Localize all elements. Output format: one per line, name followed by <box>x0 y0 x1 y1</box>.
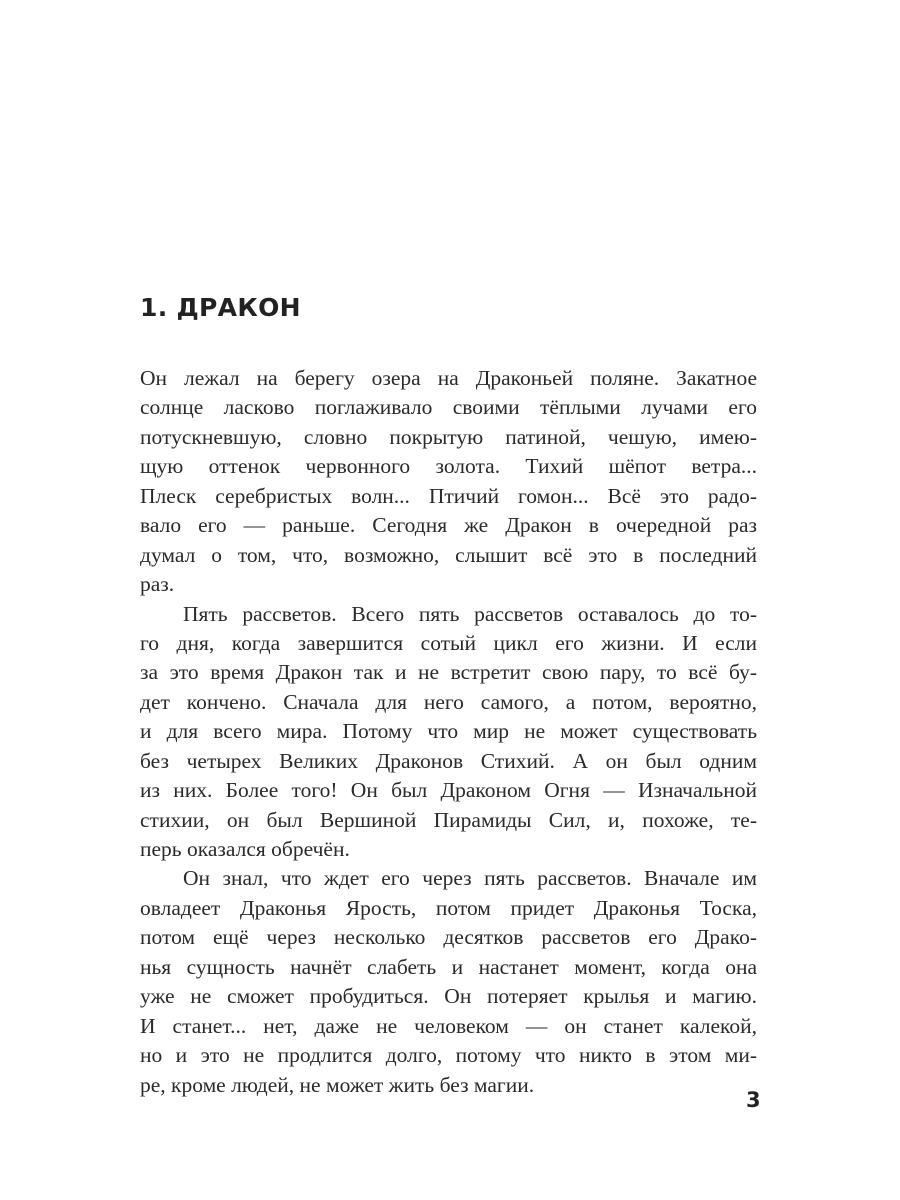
page-number: 3 <box>746 1088 761 1112</box>
text-line: но и это не продлится долго, потому что никто в этом ми- <box>140 1043 757 1068</box>
paragraph <box>140 364 757 600</box>
paragraph <box>140 864 757 1100</box>
text-line: потом ещё через несколько десятков рассветов его Драко- <box>140 925 757 950</box>
text-line: думал о том, что, возможно, слышит всё это в последний <box>140 542 757 567</box>
text-line: перь оказался обречён. <box>140 837 350 861</box>
paragraph <box>140 600 757 865</box>
text-line: солнце ласково поглаживало своими тёплыми лучами его <box>140 395 757 420</box>
text-line: потускневшую, словно покрытую патиной, чешую, имею- <box>140 424 757 449</box>
text-line: без четырех Великих Драконов Стихий. А он был одним <box>140 748 757 773</box>
text-line: Он знал, что ждет его через пять рассветов. Вначале им <box>183 866 757 891</box>
chapter-title: 1. ДРАКОН <box>140 293 301 322</box>
text-line: и для всего мира. Потому что мир не может существовать <box>140 719 757 744</box>
text-line: го дня, когда завершится сотый цикл его жизни. И если <box>140 630 757 655</box>
text-line: Пять рассветов. Всего пять рассветов оставалось до то- <box>183 601 757 626</box>
text-line: уже не сможет пробудиться. Он потеряет крылья и магию. <box>140 984 757 1009</box>
text-line: ре, кроме людей, не может жить без магии. <box>140 1072 535 1097</box>
text-line: Плеск серебристых волн... Птичий гомон... Всё это радо- <box>140 483 757 508</box>
text-line: за это время Дракон так и не встретит свою пару, то всё бу- <box>140 660 757 685</box>
text-line: щую оттенок червонного золота. Тихий шёпот ветра... <box>140 454 757 479</box>
text-line: из них. Более того! Он был Драконом Огня — Изначальной <box>140 778 757 803</box>
text-line: Он лежал на берегу озера на Драконьей поляне. Закатное <box>140 366 757 390</box>
text-line: нья сущность начнёт слабеть и настанет момент, когда она <box>140 954 757 979</box>
chapter-body <box>140 364 757 1100</box>
text-line: стихии, он был Вершиной Пирамиды Сил, и, похоже, те- <box>140 807 757 832</box>
text-line: И станет... нет, даже не человеком — он станет калекой, <box>140 1013 757 1038</box>
text-line: вало его — раньше. Сегодня же Дракон в очередной раз <box>140 513 757 538</box>
text-line: дет кончено. Сначала для него самого, а потом, вероятно, <box>140 689 757 714</box>
text-line: раз. <box>140 572 175 597</box>
text-line: овладеет Драконья Ярость, потом придет Драконья Тоска, <box>140 895 757 920</box>
